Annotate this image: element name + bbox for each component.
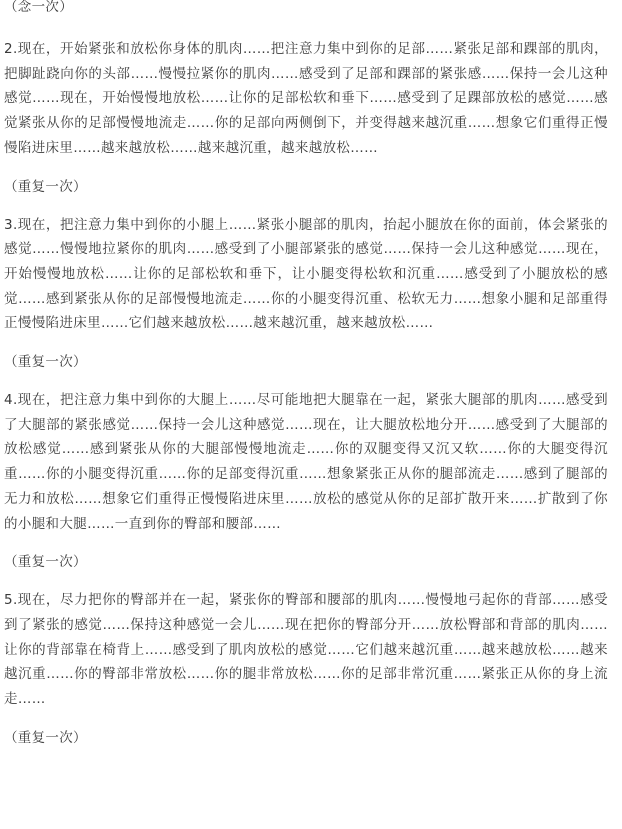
spacer bbox=[4, 17, 608, 37]
repeat-note-step-5: （重复一次） bbox=[4, 729, 87, 746]
spacer bbox=[4, 197, 608, 213]
spacer bbox=[4, 536, 608, 552]
repeat-note-step-2: （重复一次） bbox=[4, 178, 87, 195]
repeat-note-step-3: （重复一次） bbox=[4, 354, 87, 371]
paragraph-step-3-calves: 3.现在，把注意力集中到你的小腿上……紧张小腿部的肌肉，抬起小腿放在你的面前，体会紧张的感觉……慢慢地拉紧你的肌肉……感受到了小腿部紧张的感觉……保持一会儿这种感觉……现在，开始慢慢地放松……让你的足部松软和垂下，让小腿变得松软和沉重……感受到了小腿放松的感觉……感到紧张从你的足部慢慢地流走……你的小腿变得沉重、松软无力……想象小腿和足部重得正慢慢陷进床里……它们越来越放松……越来越沉重，越来越放松…… bbox=[4, 216, 608, 332]
repeat-note-step-4: （重复一次） bbox=[4, 554, 87, 571]
paragraph-step-2-feet: 2.现在，开始紧张和放松你身体的肌肉……把注意力集中到你的足部……紧张足部和踝部的肌肉，把脚趾跷向你的头部……慢慢拉紧你的肌肉……感受到了足部和踝部的紧张感……保持一会儿这种感觉……现在，开始慢慢地放松……让你的足部松软和垂下……感受到了足踝部放松的感觉……感觉紧张从你的足部慢慢地流走……你的足部向两侧倒下，并变得越来越沉重……想象它们重得正慢慢陷进床里……越来越放松……越来越沉重，越来越放松…… bbox=[4, 41, 608, 156]
paragraph-step-5-hips-back: 5.现在，尽力把你的臀部并在一起，紧张你的臀部和腰部的肌肉……慢慢地弓起你的背部……感受到了紧张的感觉……保持这种感觉一会儿……现在把你的臀部分开……放松臀部和背部的肌肉……让你的背部靠在椅背上……感受到了肌肉放松的感觉……它们越来越沉重……越来越放松……越来越沉重……你的臀部非常放松……你的腿非常放松……你的足部非常沉重……紧张正从你的身上流走…… bbox=[4, 592, 608, 708]
spacer bbox=[4, 336, 608, 352]
spacer bbox=[4, 372, 608, 388]
spacer bbox=[4, 572, 608, 588]
spacer bbox=[4, 712, 608, 728]
paragraph-step-4-thighs: 4.现在，把注意力集中到你的大腿上……尽可能地把大腿靠在一起，紧张大腿部的肌肉……感受到了大腿部的紧张感觉……保持一会儿这种感觉……现在，让大腿放松地分开……感受到了大腿部的放松感觉……感到紧张从你的大腿部慢慢地流走……你的双腿变得又沉又软……你的大腿变得沉重……你的小腿变得沉重……你的足部变得沉重……想象紧张正从你的腿部流走……感到了腿部的无力和放松……想象它们重得正慢慢陷进床里……放松的感觉从你的足部扩散开来……扩散到了你的小腿和大腿……一直到你的臀部和腰部…… bbox=[4, 392, 608, 532]
repeat-note-read-once: （念一次） bbox=[4, 0, 73, 15]
spacer bbox=[4, 161, 608, 177]
